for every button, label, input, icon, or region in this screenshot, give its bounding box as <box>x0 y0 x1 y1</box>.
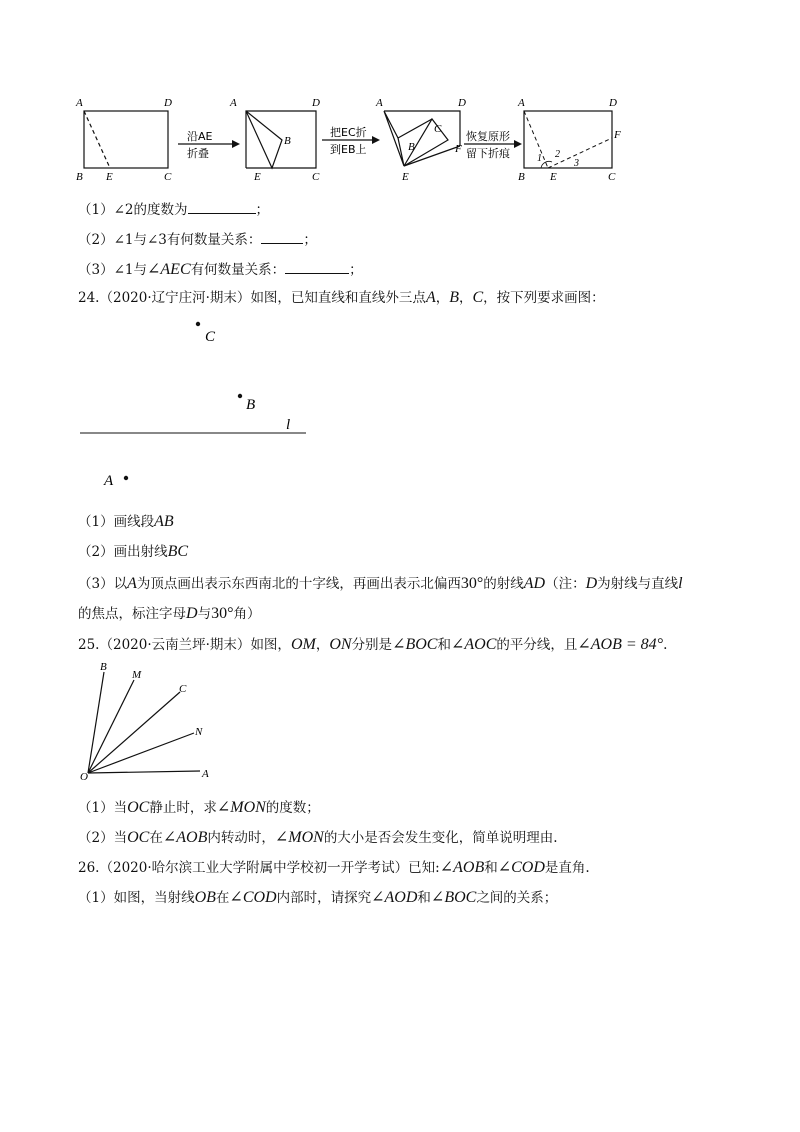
svg-text:O: O <box>80 771 88 783</box>
q24-part-3: （3）以A为顶点画出表示东西南北的十字线，再画出表示北偏西30°的射线AD（注：D为射线与直线l <box>78 575 683 592</box>
svg-text:D: D <box>164 97 172 109</box>
svg-text:把EC折: 把EC折 <box>330 126 367 139</box>
q24-header: 24.（2020·辽宁庄河·期末）如图，已知直线和直线外三点A，B，C，按下列要求画图： <box>78 289 605 306</box>
q23-part-1: （1）∠2的度数为 ； <box>78 202 269 218</box>
svg-text:B: B <box>100 661 107 673</box>
svg-text:C: C <box>179 683 187 695</box>
svg-text:D: D <box>458 97 466 109</box>
svg-text:B: B <box>76 171 83 183</box>
q24-part-3-cont: 的焦点，标注字母D与30°角） <box>78 605 261 622</box>
svg-text:C: C <box>608 171 616 183</box>
svg-text:到EB上: 到EB上 <box>330 143 367 156</box>
svg-text:M: M <box>132 669 142 681</box>
svg-text:1: 1 <box>537 153 542 164</box>
svg-text:l: l <box>286 417 291 433</box>
q24-part-1: （1）画线段AB <box>78 513 174 530</box>
svg-text:3: 3 <box>574 158 579 169</box>
svg-text:A: A <box>76 97 83 109</box>
svg-text:B: B <box>246 397 256 413</box>
svg-text:D: D <box>312 97 320 109</box>
svg-text:B: B <box>408 141 415 153</box>
svg-text:A: A <box>104 473 114 489</box>
svg-text:A: A <box>376 97 383 109</box>
ray-oa <box>88 771 200 773</box>
svg-text:A: A <box>230 97 237 109</box>
svg-text:恢复原形: 恢复原形 <box>466 130 510 143</box>
q23-part-3: （3）∠1与∠AEC有何数量关系： ； <box>78 261 363 278</box>
q25-header: 25.（2020·云南兰坪·期末）如图，OM，ON分别是∠BOC和∠AOC的平分线，且∠AOB = 84°. <box>78 636 668 653</box>
svg-text:F: F <box>614 129 621 141</box>
svg-text:E: E <box>254 171 261 183</box>
q23-part-2: （2）∠1与∠3有何数量关系： ； <box>78 232 317 248</box>
svg-text:C: C <box>205 329 216 345</box>
svg-text:E: E <box>106 171 113 183</box>
q25-part-1: （1）当OC静止时，求∠MON的度数； <box>78 799 320 816</box>
svg-text:B: B <box>518 171 525 183</box>
svg-text:E: E <box>550 171 557 183</box>
svg-text:留下折痕: 留下折痕 <box>466 147 510 160</box>
q25-part-2: （2）当OC在∠AOB内转动时，∠MON的大小是否会发生变化，简单说明理由. <box>78 829 558 846</box>
q24-part-2: （2）画出射线BC <box>78 543 189 560</box>
svg-text:N: N <box>195 726 203 738</box>
svg-text:B: B <box>284 135 291 147</box>
svg-text:C: C <box>164 171 172 183</box>
svg-text:沿AE: 沿AE <box>187 130 213 143</box>
svg-text:A: A <box>518 97 525 109</box>
svg-text:C: C <box>434 123 442 135</box>
ray-oc <box>88 692 180 773</box>
svg-text:E: E <box>402 171 409 183</box>
svg-text:2: 2 <box>555 149 560 160</box>
svg-text:C: C <box>312 171 320 183</box>
svg-text:A: A <box>202 768 209 780</box>
svg-text:D: D <box>609 97 617 109</box>
svg-text:折叠: 折叠 <box>187 147 209 160</box>
q26-part-1: （1）如图，当射线OB在∠COD内部时，请探究∠AOD和∠BOC之间的关系； <box>78 889 558 906</box>
q26-header: 26.（2020·哈尔滨工业大学附属中学校初一开学考试）已知:∠AOB和∠COD是直角. <box>78 859 590 876</box>
svg-text:F: F <box>455 143 462 155</box>
ray-on <box>88 733 194 773</box>
